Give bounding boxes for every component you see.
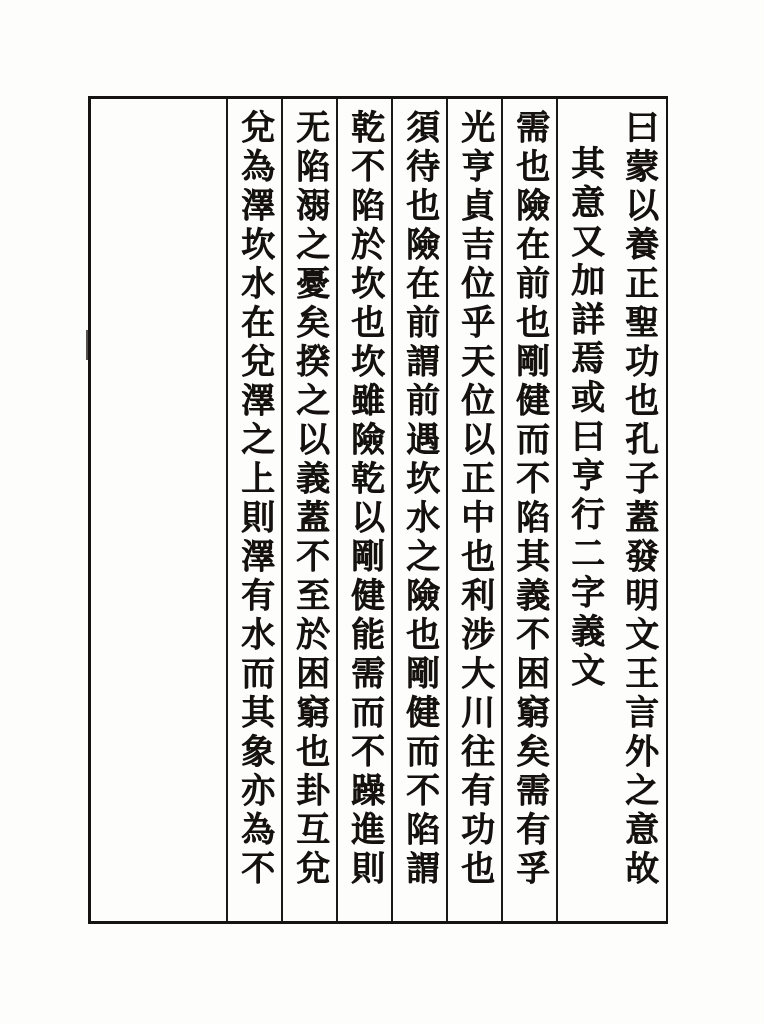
text-column-5 bbox=[391, 99, 446, 921]
left-margin-band bbox=[0, 0, 88, 1024]
column-text: 兌為澤坎水在兌澤之上則澤有水而其象亦為不 bbox=[234, 109, 275, 889]
text-column-3 bbox=[501, 99, 556, 921]
text-column-6 bbox=[336, 99, 391, 921]
text-block-frame bbox=[88, 96, 668, 924]
column-text: 須待也險在前謂前遇坎水之險也剛健而不陷謂 bbox=[399, 109, 440, 889]
column-text: 曰蒙以養正聖功也孔子蓋發明文王言外之意故 bbox=[618, 109, 659, 889]
column-text: 无陷溺之憂矣揆之以義蓋不至於困窮也卦互兌 bbox=[289, 109, 330, 889]
column-text: 光亨貞吉位乎天位以正中也利涉大川往有功也 bbox=[454, 109, 495, 889]
text-column-7 bbox=[281, 99, 336, 921]
text-column-1 bbox=[611, 99, 666, 921]
text-column-2 bbox=[556, 99, 611, 921]
text-column-4 bbox=[446, 99, 501, 921]
column-text: 乾不陷於坎也坎雖險乾以剛健能需而不躁進則 bbox=[344, 109, 385, 889]
text-column-8 bbox=[226, 99, 281, 921]
column-text: 需也險在前也剛健而不陷其義不困窮矣需有孚 bbox=[509, 109, 550, 889]
column-text: 其意又加詳焉或曰亨行二字義文 bbox=[564, 145, 605, 691]
